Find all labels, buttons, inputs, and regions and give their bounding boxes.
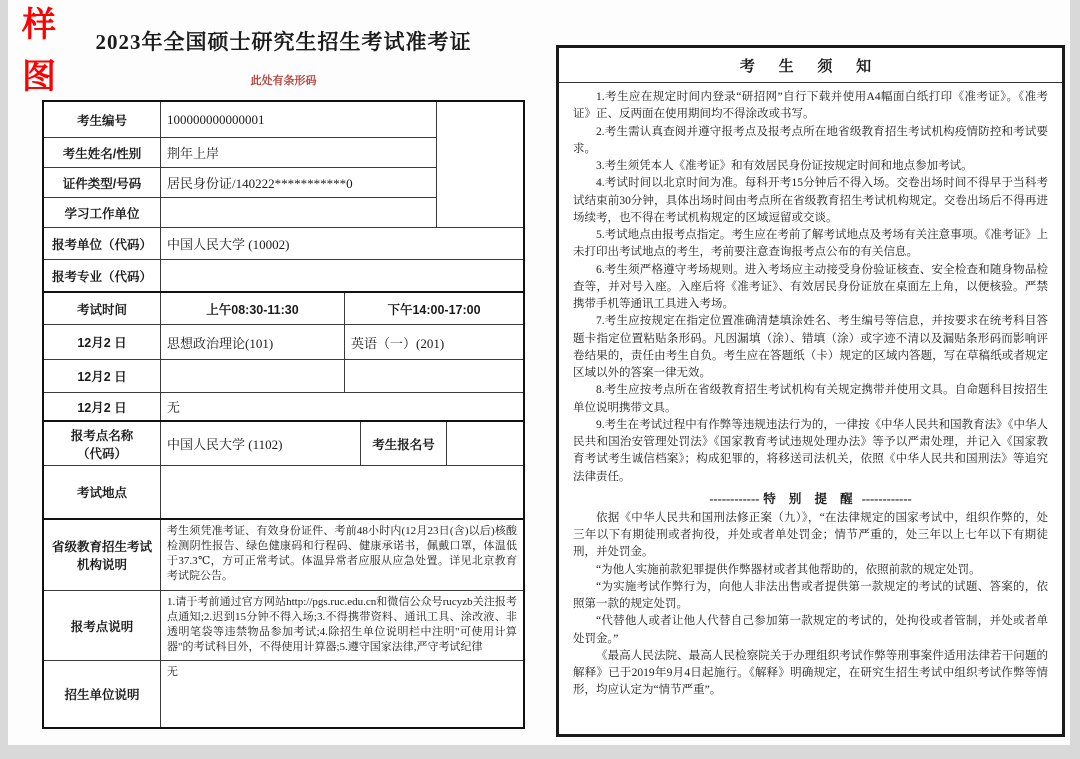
unit-note-label: 招生单位说明 <box>64 688 140 702</box>
candidate-notice-panel <box>556 45 1065 737</box>
provincial-note-label: 省级教育招生考试机构说明 <box>51 540 152 572</box>
morning-session: 上午08:30-11:30 <box>160 293 344 324</box>
provincial-note-text: 考生须凭准考证、有效身份证件、考前48小时内(12月23日(含)以后)核酸检测阴性报告、绿色健康码和行程码、健康承诺书，佩戴口罩，体温低于37.3℃，方可正常考试。体温异常者应服从应急处置。详见北京教育考试院公告。 <box>160 520 523 590</box>
notice-item: 2.考生需认真查阅并遵守报考点及报考点所在地省级教育招生考试机构疫情防控和考试要求。 <box>573 125 1048 155</box>
notice-item: 3.考生须凭本人《准考证》和有效居民身份证按规定时间和地点参加考试。 <box>596 160 973 172</box>
document-title: 2023年全国硕士研究生招生考试准考证 <box>95 30 472 54</box>
schedule-row <box>44 359 523 392</box>
provincial-note-row <box>44 518 523 590</box>
notice-item: 5.考试地点由报考点指定。考生应在考前了解考试地点及考场有关注意事项。《准考证》上未打印出考试地点的考生，考前要注意查询报考点公布的有关信息。 <box>573 229 1048 259</box>
registration-no-value <box>446 422 523 465</box>
exam-site-label: 报考点名称 （代码） <box>70 428 134 461</box>
apply-unit-value: 中国人民大学 (10002) <box>160 228 523 259</box>
work-unit-label: 学习工作单位 <box>64 206 140 221</box>
notice-item: 9.考生在考试过程中有作弊等违规违法行为的，一律按《中华人民共和国教育法》《中华人民共和国治安管理处罚法》《国家教育考试违规处理办法》等予以严肃处理，并记入《国家教育考试考生诚信档案》；构成犯罪的，将移送司法机关，依照《中华人民共和国刑法》等追究法律责任。 <box>573 418 1048 483</box>
exam-location-row <box>44 465 523 518</box>
reminder-paragraph: “为他人实施前款犯罪提供作弊器材或者其他帮助的，依照前款的规定处罚。 <box>596 563 981 576</box>
notice-item: 8.考生应按考点所在省级教育招生考试机构有关规定携带并使用文具。自命题科目按招生单位说明携带文具。 <box>573 384 1048 414</box>
schedule-pm-subject <box>344 360 523 392</box>
schedule-date: 12月2 日 <box>77 336 127 350</box>
sample-watermark <box>22 8 56 112</box>
reminder-paragraph: “代替他人或者让他人代替自己参加第一款规定的考试的，处拘役或者管制，并处或者单处罚金。” <box>573 615 1048 645</box>
schedule-full-subject: 无 <box>160 393 523 420</box>
schedule-date: 12月2 日 <box>77 400 127 415</box>
reminder-paragraph: “为实施考试作弊行为，向他人非法出售或者提供第一款规定的考试的试题、答案的，依照第一款的规定处罚。 <box>573 580 1048 610</box>
apply-unit-label: 报考单位（代码） <box>51 237 152 252</box>
schedule-pm-subject: 英语（一）(201) <box>344 325 523 359</box>
notice-item: 7.考生应按规定在指定位置准确清楚填涂姓名、考生编号等信息，并按要求在统考科目答题卡指定位置粘贴条形码。凡因漏填（涂）、错填（涂）或字迹不清以及漏贴条形码而影响评卷结果的，责任由考生自负。考生应在答题纸（卡）规定的区域内答题，写在草稿纸或者规定区域以外的答案一律无效。 <box>573 315 1048 379</box>
table-row <box>44 197 436 227</box>
exam-time-header-row <box>44 291 523 324</box>
photo-placeholder <box>436 102 523 227</box>
candidate-no-label: 考生编号 <box>76 113 127 128</box>
reminder-dashes-left: ------------ <box>709 491 760 506</box>
name-gender-label: 考生姓名/性别 <box>62 146 142 161</box>
candidate-no-value: 100000000000001 <box>160 102 436 137</box>
unit-note-row <box>44 660 523 727</box>
schedule-date: 12月2 日 <box>77 370 127 384</box>
ticket-table <box>42 100 525 729</box>
sample-watermark-char-1: 样 <box>22 6 56 44</box>
reminder-dashes-right: ------------ <box>861 491 912 506</box>
sample-watermark-char-2: 图 <box>22 58 56 96</box>
site-note-text: 1.请于考前通过官方网站http://pgs.ruc.edu.cn和微信公众号rucyzb关注报考点通知;2.迟到15分钟不得入场;3.不得携带资料、通讯工具、涂改液、非透明笔袋等违禁物品参加考试;4.除招生单位说明栏中注明"可使用计算器"的考试科目外，不得使用计算器;5.遵守国家法律,严守考试纪律 <box>160 591 523 660</box>
site-note-row <box>44 590 523 660</box>
schedule-row <box>44 392 523 420</box>
table-row <box>44 167 436 197</box>
exam-location-label: 考试地点 <box>76 486 127 500</box>
table-row <box>44 102 436 137</box>
exam-site-value: 中国人民大学 (1102) <box>160 422 360 465</box>
table-row <box>44 227 523 259</box>
exam-location-value <box>160 466 523 518</box>
id-type-label: 证件类型/号码 <box>62 176 142 191</box>
notice-title: 考 生 须 知 <box>739 59 882 75</box>
notice-item: 4.考试时间以北京时间为准。每科开考15分钟后不得入场。交卷出场时间不得早于当科考试结束前30分钟，具体出场时间由考点所在省级教育招生考试机构规定。交卷出场后不得再进场续考，也不得在考试机构规定的区域逗留或交谈。 <box>573 177 1048 224</box>
reminder-paragraph: 《最高人民法院、最高人民检察院关于办理组织考试作弊等刑事案件适用法律若干问题的解释》已于2019年9月4日起施行。《解释》明确规定，在研究生招生考试中组织考试作弊等情形，均应认定为“情节严重”。 <box>573 649 1048 697</box>
schedule-row <box>44 324 523 359</box>
special-reminder-heading <box>573 486 1048 510</box>
table-row <box>44 259 523 291</box>
afternoon-session: 下午14:00-17:00 <box>344 293 523 324</box>
reminder-paragraph: 依据《中华人民共和国刑法修正案（九）》，“在法律规定的国家考试中，组织作弊的，处三年以下有期徒刑或者拘役，并处或者单处罚金；情节严重的，处三年以上七年以下有期徒刑，并处罚金。 <box>573 511 1048 559</box>
apply-major-value <box>160 260 523 291</box>
site-note-label: 报考点说明 <box>70 619 134 634</box>
registration-no-label: 考生报名号 <box>360 422 446 465</box>
notice-title-divider <box>559 82 1062 83</box>
id-number-value: 居民身份证/140222***********0 <box>160 168 436 197</box>
document-page <box>8 0 1070 745</box>
schedule-am-subject: 思想政治理论(101) <box>160 325 344 359</box>
notice-item: 1.考生应在规定时间内登录“研招网”自行下载并使用A4幅面白纸打印《准考证》。《准考证》正、反两面在使用期间均不得涂改或书写。 <box>573 91 1048 121</box>
exam-time-label: 考试时间 <box>76 302 127 317</box>
unit-note-text: 无 <box>160 661 523 727</box>
barcode-placeholder-note: 此处有条形码 <box>250 75 317 87</box>
exam-site-row <box>44 420 523 465</box>
ticket-identity-section <box>44 102 523 227</box>
schedule-am-subject <box>160 360 344 392</box>
apply-major-label: 报考专业（代码） <box>51 269 152 284</box>
table-row <box>44 137 436 167</box>
reminder-title: 特 别 提 醒 <box>763 491 858 506</box>
work-unit-value <box>160 198 436 227</box>
notice-item: 6.考生须严格遵守考场规则。进入考场应主动接受身份验证核查、安全检查和随身物品检查等，并对号入座。入座后将《准考证》、有效居民身份证放在桌面左上角，以便核验。严禁携带手机等通讯工具进入考场。 <box>573 263 1048 310</box>
name-gender-value: 荆年上岸 <box>160 138 436 167</box>
